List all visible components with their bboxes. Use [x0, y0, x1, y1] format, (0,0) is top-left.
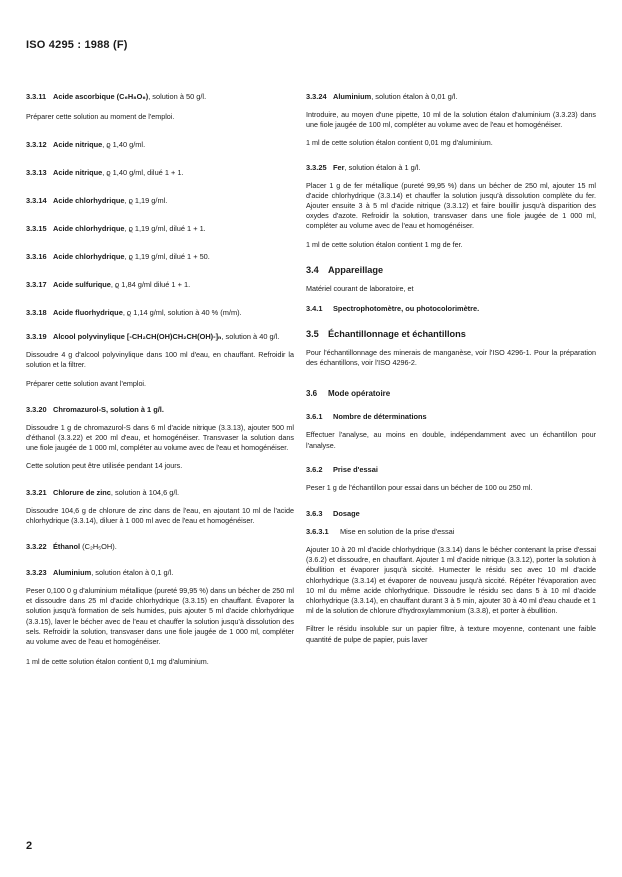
paragraph: Dissoudre 4 g d'alcool polyvinylique dans 100 ml d'eau, en chauffant. Refroidir la solution et la filtrer.	[26, 350, 294, 370]
paragraph: Préparer cette solution avant l'emploi.	[26, 378, 147, 388]
clause-3-3-24: 3.3.24 Aluminium, solution étalon à 0,01 g/l.	[306, 92, 458, 101]
clause-3-3-11: 3.3.11 Acide ascorbique (C₆H₈O₆), solution à 50 g/l.	[26, 92, 207, 101]
section-3-5: 3.5 Échantillonnage et échantillons	[306, 329, 466, 340]
paragraph: Introduire, au moyen d'une pipette, 10 ml de la solution étalon d'aluminium (3.3.23) dans une fiole jaugée de 100 ml, compléter au volume avec de l'eau et homogénéiser.	[306, 110, 596, 130]
paragraph: 1 ml de cette solution étalon contient 1 mg de fer.	[306, 239, 463, 249]
paragraph: Cette solution peut être utilisée pendant 14 jours.	[26, 461, 183, 471]
clause-3-6-3-1: 3.6.3.1 Mise en solution de la prise d'essai	[306, 527, 455, 537]
clause-3-3-21: 3.3.21 Chlorure de zinc, solution à 104,6 g/l.	[26, 487, 180, 497]
document-header: ISO 4295 : 1988 (F)	[26, 39, 128, 51]
paragraph: Matériel courant de laboratoire, et	[306, 283, 414, 293]
clause-3-3-17: 3.3.17 Acide sulfurique, ϱ 1,84 g/ml dilué 1 + 1.	[26, 280, 191, 290]
paragraph: Peser 0,100 0 g d'aluminium métallique (pureté 99,95 %) dans un bécher de 250 ml et dissoudre dans 25 ml d'acide chlorhydrique (3.3.15) en chauffant. Évaporer la solution jusqu'à formation de sels humides, puis ajouter 5 ml d'acide chlorhydrique (3.3.15), laver le bécher avec de l'eau et chauffer la solution jusqu'à dissolution des sels. Refroidir la solution, transvaser dans une fiole jaugée de 1 000 ml, compléter au volume avec de l'eau et homogénéiser.	[26, 586, 294, 647]
paragraph: Pour l'échantillonnage des minerais de manganèse, voir l'ISO 4296-1. Pour la préparation des échantillons, voir l'ISO 4296-2.	[306, 348, 596, 368]
page-number: 2	[26, 840, 33, 852]
clause-3-3-19: 3.3.19 Alcool polyvinylique [-CH₂CH(OH)CH₂CH(OH)-]ₙ, solution à 40 g/l.	[26, 332, 280, 342]
clause-3-3-25: 3.3.25 Fer, solution étalon à 1 g/l.	[306, 162, 421, 172]
clause-3-3-23: 3.3.23 Aluminium, solution étalon à 0,1 g/l.	[26, 568, 174, 578]
paragraph: Peser 1 g de l'échantillon pour essai dans un bécher de 100 ou 250 ml.	[306, 482, 533, 492]
paragraph: Filtrer le résidu insoluble sur un papier filtre, à texture moyenne, contenant une faible quantité de pulpe de papier, puis laver	[306, 624, 596, 644]
clause-3-4-1: 3.4.1 Spectrophotomètre, ou photocolorimètre.	[306, 304, 480, 314]
clause-3-6-2: 3.6.2 Prise d'essai	[306, 464, 378, 474]
clause-3-3-15: 3.3.15 Acide chlorhydrique, ϱ 1,19 g/ml, dilué 1 + 1.	[26, 224, 206, 234]
left-column	[26, 92, 294, 667]
section-3-4: 3.4 Appareillage	[306, 264, 384, 275]
clause-3-3-16: 3.3.16 Acide chlorhydrique, ϱ 1,19 g/ml, dilué 1 + 50.	[26, 252, 210, 262]
clause-3-3-22: 3.3.22 Éthanol (C₂H₅OH).	[26, 542, 117, 552]
paragraph: 1 ml de cette solution étalon contient 0,1 mg d'aluminium.	[26, 657, 209, 667]
paragraph: Placer 1 g de fer métallique (pureté 99,95 %) dans un bécher de 250 ml, ajouter 15 ml d'acide chlorhydrique (3.3.14) et chauffer la solution jusqu'à dissolution complète du fer. Ajouter ensuite 3 à 5 ml d'acide nitrique (3.3.12) et faire bouillir jusqu'à disparition des oxydes d'azote. Refroidir la solution, transvaser dans une fiole jaugée de 1 000 ml, compléter au volume avec de l'eau et homogénéiser.	[306, 180, 596, 231]
paragraph: Dissoudre 1 g de chromazurol-S dans 6 ml d'acide nitrique (3.3.13), ajouter 500 ml d'éthanol (3.3.22) et 200 ml d'eau, et homogénéiser. Transvaser la solution dans une fiole jaugée de 1 000 ml, compléter au volume avec de l'eau et homogénéiser.	[26, 422, 294, 453]
paragraph: Préparer cette solution au moment de l'emploi.	[26, 112, 175, 121]
clause-3-3-18: 3.3.18 Acide fluorhydrique, ϱ 1,14 g/ml, solution à 40 % (m/m).	[26, 308, 242, 318]
clause-3-3-20: 3.3.20 Chromazurol-S, solution à 1 g/l.	[26, 404, 164, 414]
right-column	[306, 92, 596, 645]
clause-3-3-14: 3.3.14 Acide chlorhydrique, ϱ 1,19 g/ml.	[26, 196, 168, 206]
paragraph: Dissoudre 104,6 g de chlorure de zinc dans de l'eau, en ajoutant 10 ml de l'acide chlorhydrique (3.3.14), diluer à 1 000 ml avec de l'eau et homogénéiser.	[26, 505, 294, 525]
clause-3-3-12: 3.3.12 Acide nitrique, ϱ 1,40 g/ml.	[26, 140, 146, 150]
section-3-6: 3.6 Mode opératoire	[306, 389, 391, 399]
clause-3-3-13: 3.3.13 Acide nitrique, ϱ 1,40 g/ml, dilué 1 + 1.	[26, 168, 184, 178]
clause-3-6-3: 3.6.3 Dosage	[306, 509, 360, 519]
paragraph: 1 ml de cette solution étalon contient 0,01 mg d'aluminium.	[306, 138, 493, 148]
paragraph: Effectuer l'analyse, au moins en double, indépendamment avec un échantillon pour l'analyse.	[306, 430, 596, 450]
clause-3-6-1: 3.6.1 Nombre de déterminations	[306, 412, 427, 422]
paragraph: Ajouter 10 à 20 ml d'acide chlorhydrique (3.3.14) dans le bécher contenant la prise d'essai (3.6.2) et dissoudre, en chauffant. Ajouter 1 ml d'acide nitrique (3.3.12), porter la solution à ébullition et évaporer jusqu'à siccité. Humecter le résidu sec avec 10 ml d'acide chlorhydrique (3.3.14) et évaporer de nouveau jusqu'à siccité. Répéter l'évaporation avec 10 ml du même acide chlorhydrique. Dissoudre le résidu sec dans 5 à 10 ml d'acide chlorhydrique (3.3.14), en chauffant durant 3 à 5 min, ajouter 30 à 40 ml d'eau chaude et 1 ml de la solution de chlorure d'hydroxylammonium (3.3.8), et porter à ébullition.	[306, 545, 596, 616]
